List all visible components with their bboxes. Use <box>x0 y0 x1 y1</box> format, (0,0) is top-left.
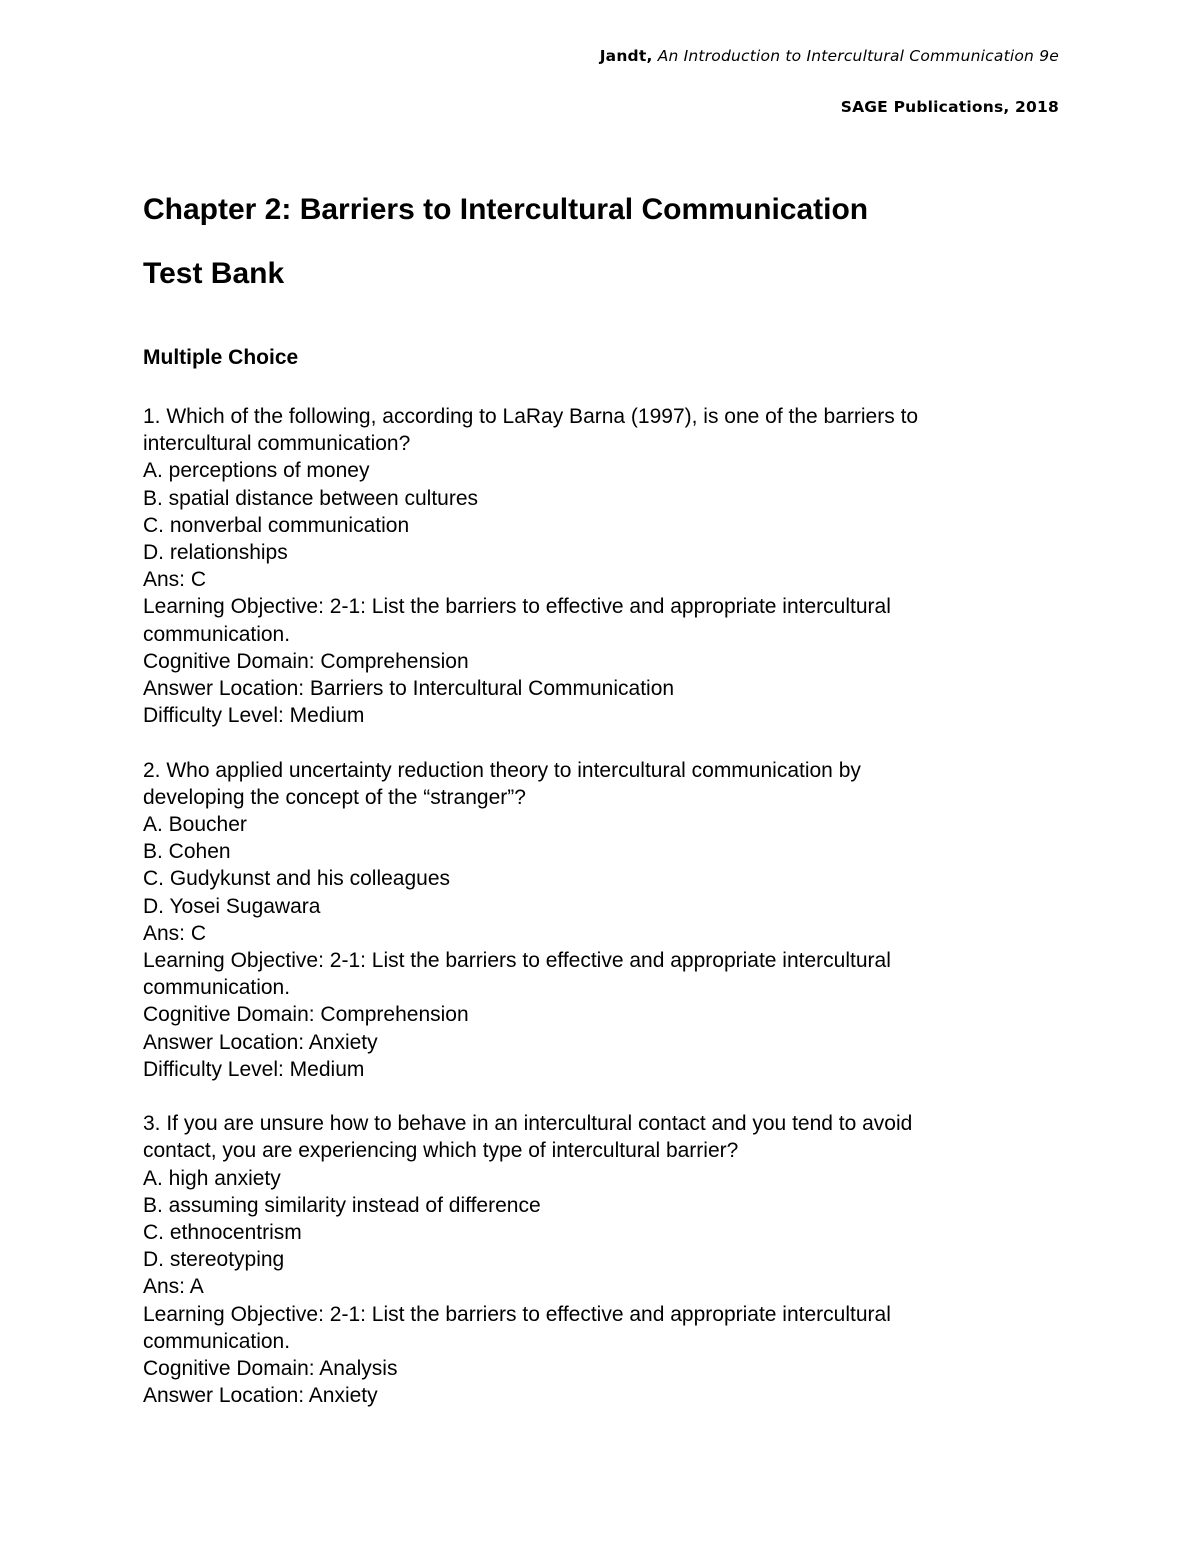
section-title: Multiple Choice <box>143 346 299 369</box>
question-item <box>143 1110 1043 1409</box>
chapter-title: Chapter 2: Barriers to Intercultural Communication <box>143 193 869 226</box>
question-stem: 1. Which of the following, according to LaRay Barna (1997), is one of the barriers to <box>143 405 919 428</box>
learning-objective: communication. <box>143 622 291 646</box>
answer-option: B. spatial distance between cultures <box>143 486 479 510</box>
answer-option: C. Gudykunst and his colleagues <box>143 867 451 891</box>
question-stem: 3. If you are unsure how to behave in an intercultural contact and you tend to avoid <box>143 1112 913 1136</box>
answer-option: B. Cohen <box>143 840 231 864</box>
answer-option: C. nonverbal communication <box>143 513 410 537</box>
answer-location: Answer Location: Barriers to Intercultural Communication <box>143 677 675 701</box>
difficulty-level: Difficulty Level: Medium <box>143 1057 365 1081</box>
question-stem: developing the concept of the “stranger”? <box>143 785 526 809</box>
answer-option: D. Yosei Sugawara <box>143 894 321 918</box>
correct-answer: Ans: C <box>143 568 207 592</box>
answer-option: D. relationships <box>143 541 288 565</box>
header-book-title: An Introduction to Intercultural Communication 9e <box>657 47 1059 65</box>
cognitive-domain: Cognitive Domain: Comprehension <box>143 1003 469 1027</box>
answer-option: A. perceptions of money <box>143 459 370 483</box>
answer-option: A. Boucher <box>143 813 247 837</box>
running-header-book <box>600 47 1059 65</box>
answer-location: Answer Location: Anxiety <box>143 1384 378 1408</box>
question-stem: contact, you are experiencing which type of intercultural barrier? <box>143 1139 739 1163</box>
question-list <box>143 403 1043 1437</box>
answer-option: C. ethnocentrism <box>143 1221 302 1245</box>
learning-objective: Learning Objective: 2-1: List the barriers to effective and appropriate intercultural <box>143 1302 891 1326</box>
correct-answer: Ans: A <box>143 1275 204 1299</box>
document-subtitle: Test Bank <box>143 257 285 290</box>
answer-option: D. stereotyping <box>143 1248 285 1272</box>
cognitive-domain: Cognitive Domain: Analysis <box>143 1357 398 1381</box>
learning-objective: communication. <box>143 976 291 1000</box>
learning-objective: Learning Objective: 2-1: List the barriers to effective and appropriate intercultural <box>143 595 891 619</box>
answer-option: A. high anxiety <box>143 1166 281 1190</box>
answer-option: B. assuming similarity instead of difference <box>143 1193 541 1217</box>
answer-location: Answer Location: Anxiety <box>143 1030 378 1054</box>
header-publisher: SAGE Publications, 2018 <box>840 98 1059 116</box>
correct-answer: Ans: C <box>143 921 207 945</box>
learning-objective: Learning Objective: 2-1: List the barriers to effective and appropriate intercultural <box>143 949 891 973</box>
question-stem: intercultural communication? <box>143 432 411 456</box>
header-author: Jandt, <box>599 47 653 65</box>
difficulty-level: Difficulty Level: Medium <box>143 704 365 728</box>
question-stem: 2. Who applied uncertainty reduction theory to intercultural communication by <box>143 758 861 782</box>
learning-objective: communication. <box>143 1329 291 1353</box>
question-item <box>143 757 1043 1083</box>
cognitive-domain: Cognitive Domain: Comprehension <box>143 649 469 673</box>
question-item <box>143 403 1043 729</box>
